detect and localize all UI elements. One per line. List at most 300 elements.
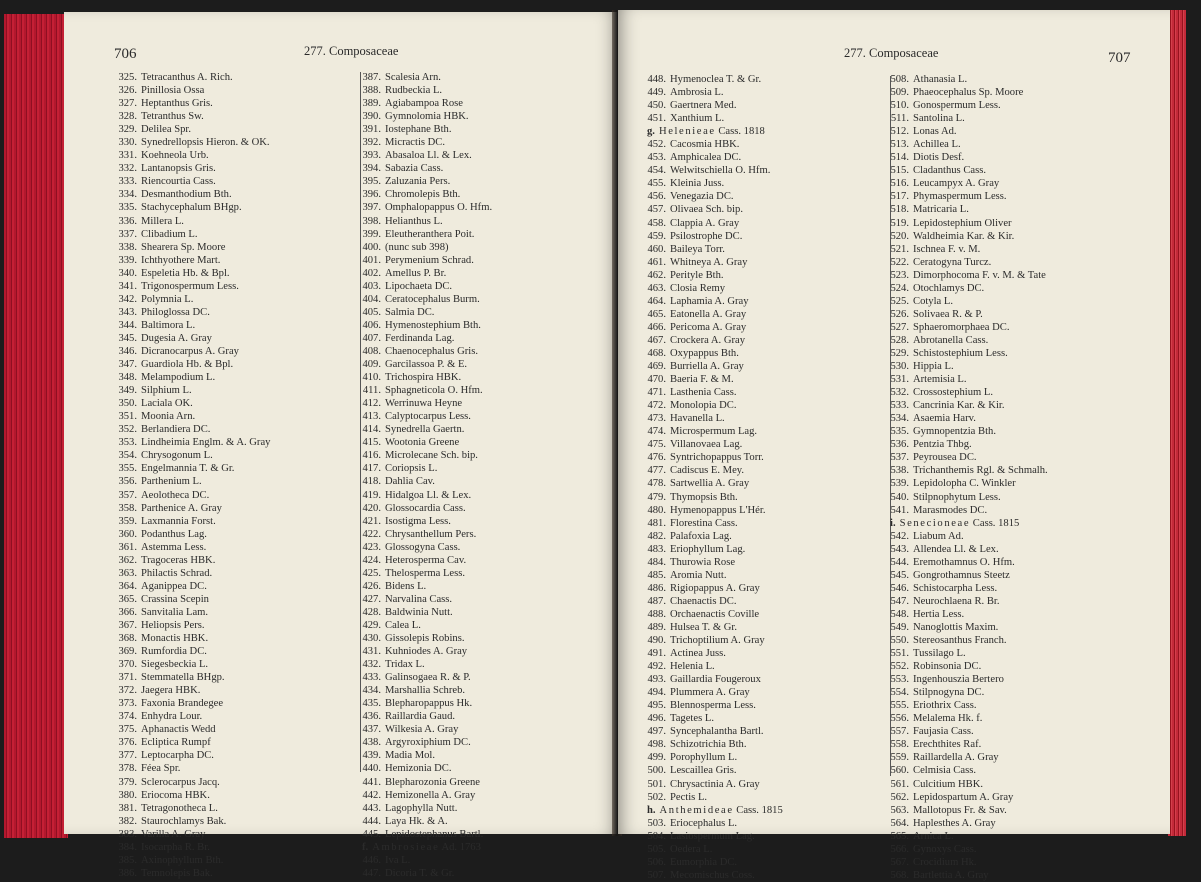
genus-number: 424. [362,554,381,566]
genus-number: 378. [118,763,137,775]
genus-number: 338. [118,241,137,253]
genus-number: 557. [890,726,909,738]
genus-number: 387. [362,72,381,83]
genus-name: Heliopsis Pers. [141,619,205,631]
genus-name: Laphamia A. Gray [670,295,749,307]
genus-entry [641,177,783,190]
genus-entry [884,164,1048,177]
genus-entry [356,475,492,488]
genus-name: Jaegera HBK. [141,685,201,697]
genus-number: 491. [647,648,666,660]
genus-name: Hidalgoa Ll. & Lex. [385,489,472,501]
genus-entry [884,569,1048,582]
tribe-authority: Cass. 1815 [972,517,1020,529]
genus-name: Synedrellopsis Hieron. & OK. [141,137,270,149]
genus-number: 392. [362,137,381,149]
right-page [618,10,1170,881]
genus-entry [112,475,270,488]
genus-entry [356,723,492,736]
genus-entry [641,230,783,243]
genus-number: 477. [647,465,666,477]
genus-entry [641,569,783,582]
genus-number: 365. [118,593,137,605]
genus-entry [356,606,492,619]
section-heading [641,804,783,817]
genus-name: Asaemia Harv. [913,413,976,425]
genus-name: Tetracanthus A. Rich. [141,72,233,83]
genus-entry [884,856,1048,869]
genus-entry [641,621,783,634]
genus-name: Cancrinia Kar. & Kir. [913,400,1005,412]
genus-name: Blepharopappus Hk. [385,698,473,710]
genus-name: Tussilago L. [913,648,966,660]
genus-number: 402. [362,267,381,279]
genus-number: 354. [118,450,137,462]
genus-number: 543. [890,543,909,555]
genus-name: Scalesia Arn. [385,72,441,83]
genus-name: Polymnia L. [141,293,194,305]
running-head: 277. Composaceae [304,44,399,58]
genus-name: Isocarpha R. Br. [141,841,210,853]
genus-number: 431. [362,646,381,658]
genus-name: Aphanactis Wedd [141,724,216,736]
genus-entry [112,710,270,723]
genus-entry [884,86,1048,99]
genus-name: Pericoma A. Gray [670,321,747,333]
genus-entry [112,841,270,854]
genus-name: Santolina L. [913,113,965,125]
genus-number: 353. [118,437,137,449]
genus-name: Garcilassoa P. & E. [385,359,468,371]
genus-number: 340. [118,267,137,279]
genus-entry [641,738,783,751]
genus-name: Desmanthodium Bth. [141,189,232,201]
genus-number: 417. [362,463,381,475]
genus-number: 535. [890,426,909,438]
genus-name: Eriothrix Cass. [913,700,977,712]
genus-number: 400. [362,241,381,253]
genus-name: Faujasia Cass. [913,726,974,738]
genus-entry [112,684,270,697]
genus-name: Dicoria T. & Gr. [385,867,455,879]
genus-entry [641,269,783,282]
genus-number: 458. [647,217,666,229]
genus-number: 492. [647,661,666,673]
genus-name: Sphagneticola O. Hfm. [385,385,483,397]
genus-number: 375. [118,724,137,736]
genus-name: Pentzia Thbg. [913,439,972,451]
genus-entry [112,410,270,423]
genus-entry [112,593,270,606]
genus-name: Crockera A. Gray [670,334,746,346]
genus-name: Celmisia Cass. [913,765,976,777]
section-letter: h. [647,804,656,816]
genus-number: 555. [890,700,909,712]
genus-entry [641,856,783,869]
genus-number: 471. [647,387,666,399]
genus-number: 494. [647,687,666,699]
genus-name: Hymenopappus L'Hér. [670,504,766,516]
genus-name: Syntrichopappus Torr. [670,452,764,464]
genus-entry [884,425,1048,438]
genus-entry [884,334,1048,347]
genus-number: 453. [647,152,666,164]
genus-number: 538. [890,465,909,477]
genus-entry [112,345,270,358]
genus-name: Eriocephalus L. [670,817,738,829]
genus-number: 454. [647,165,666,177]
genus-name: Syncephalantha Bartl. [670,726,764,738]
genus-name: Whitneya A. Gray [670,256,748,268]
genus-number: 533. [890,400,909,412]
genus-entry [112,397,270,410]
genus-entry [112,528,270,541]
genus-name: Raillardella A. Gray [913,752,999,764]
genus-entry [112,515,270,528]
genus-name: Baeria F. & M. [670,374,734,386]
genus-number: 481. [647,517,666,529]
genus-name: Ferdinanda Lag. [385,332,455,344]
genus-number: 459. [647,230,666,242]
genus-name: Salmia DC. [385,306,435,318]
genus-number: 528. [890,334,909,346]
genus-name: Lasiospermum Lag. [670,830,755,842]
genus-number: 440. [362,763,381,775]
genus-name: Otochlamys DC. [913,282,985,294]
genus-number: 448. [647,74,666,85]
genus-number: 511. [890,113,909,125]
genus-number: 527. [890,321,909,333]
genus-entry [884,817,1048,830]
genus-entry [884,373,1048,386]
genus-number: 325. [118,72,137,83]
genus-name: Moonia Arn. [141,411,196,423]
genus-entry [356,710,492,723]
genus-number: 404. [362,293,381,305]
genus-number: 412. [362,398,381,410]
genus-entry [356,462,492,475]
genus-number: 419. [362,489,381,501]
genus-number: 352. [118,424,137,436]
genus-name: Sphaeromorphaea DC. [913,321,1010,333]
genus-number: 504. [647,830,666,842]
genus-number: 547. [890,595,909,607]
genus-entry [641,699,783,712]
genus-number: 442. [362,789,381,801]
genus-name: Schistocarpha Less. [913,582,998,594]
genus-number: 356. [118,476,137,488]
genus-entry [884,256,1048,269]
genus-name: Wilkesia A. Gray [385,724,459,736]
genus-number: 360. [118,528,137,540]
genus-entry [356,319,492,332]
genus-entry [356,371,492,384]
genus-number: 332. [118,163,137,175]
genus-entry [356,567,492,580]
genus-entry [356,267,492,280]
genus-name: Hertia Less. [913,608,965,620]
genus-name: Plummera A. Gray [670,687,750,699]
genus-name: Guardiola Hb. & Bpl. [141,359,234,371]
genus-entry [641,778,783,791]
genus-entry [112,462,270,475]
genus-entry [112,384,270,397]
genus-entry [112,371,270,384]
tribe-authority: Cass. 1818 [718,126,765,138]
genus-entry [641,843,783,856]
genus-number: 416. [362,450,381,462]
genus-number: 381. [118,802,137,814]
genus-entry [356,97,492,110]
genus-number: 520. [890,230,909,242]
genus-number: 516. [890,178,909,190]
genus-name: Lepidolopha C. Winkler [913,478,1016,490]
page-number: 707 [1108,50,1131,66]
genus-name: Baltimora L. [141,319,196,331]
genus-number: 565. [890,830,909,842]
genus-number: 380. [118,789,137,801]
genus-name: (nunc sub 398) [385,241,449,253]
genus-entry [641,764,783,777]
genus-entry [112,645,270,658]
genus-name: Micractis DC. [385,137,446,149]
genus-name: Temnolepis Bak. [141,867,213,879]
genus-entry [641,386,783,399]
genus-entry [884,764,1048,777]
genus-entry [641,451,783,464]
genus-number: 461. [647,256,666,268]
genus-number: 395. [362,176,381,188]
genus-name: Oedera L. [670,843,713,855]
genus-number: 377. [118,750,137,762]
genus-number: 333. [118,176,137,188]
genus-name: Helenia L. [670,661,715,673]
genus-number: 427. [362,593,381,605]
genus-name: Blepharozonia Greene [385,776,481,788]
genus-name: Cadiscus E. Mey. [670,465,745,477]
tribe-authority: Ad. 1763 [441,841,481,853]
genus-entry [112,567,270,580]
genus-entry [884,203,1048,216]
genus-entry [356,201,492,214]
genus-name: Eleutheranthera Poit. [385,228,475,240]
tribe-name: Helenieae [658,126,716,138]
section-heading [641,125,783,138]
section-heading [356,841,492,854]
genus-name: Iva L. [385,854,411,866]
genus-entry [112,215,270,228]
genus-entry [884,843,1048,856]
genus-entry [641,608,783,621]
genus-number: 383. [118,828,137,840]
genus-entry [884,699,1048,712]
genus-number: 351. [118,411,137,423]
genus-entry [112,606,270,619]
genus-number: 564. [890,817,909,829]
genus-name: Ceratogyna Turcz. [913,256,992,268]
genus-number: 366. [118,606,137,618]
genus-number: 502. [647,791,666,803]
genus-name: Microlecane Sch. bip. [385,450,478,462]
tribe-name: Ambrosieae [372,841,440,853]
genus-name: Gissolepis Robins. [385,633,465,645]
genus-entry [112,815,270,828]
genus-name: Neurochlaena R. Br. [913,595,1000,607]
genus-entry [112,110,270,123]
genus-number: 523. [890,269,909,281]
genus-entry [356,789,492,802]
genus-name: Achillea L. [913,139,961,151]
genus-name: Culcitium HBK. [913,778,984,790]
genus-name: Riencourtia Cass. [141,176,216,188]
genus-name: Ichthyothere Mart. [141,254,221,266]
genus-entry [884,360,1048,373]
genus-number: 423. [362,541,381,553]
genus-entry [884,712,1048,725]
genus-name: Arnica L. [913,830,954,842]
genus-number: 418. [362,476,381,488]
genus-name: Tetranthus Sw. [141,111,204,123]
genus-entry [112,723,270,736]
genus-number: 518. [890,204,909,216]
genus-number: 373. [118,698,137,710]
genus-number: 498. [647,739,666,751]
genus-entry [884,660,1048,673]
genus-entry [884,451,1048,464]
genus-number: 328. [118,111,137,123]
genus-entry [112,762,270,775]
genus-name: Tridax L. [385,659,425,671]
genus-name: Leucampyx A. Gray [913,178,1000,190]
genus-name: Abrotanella Cass. [913,334,989,346]
genus-number: 540. [890,491,909,503]
genus-number: 556. [890,713,909,725]
genus-entry [641,791,783,804]
genus-entry [884,190,1048,203]
genus-entry [641,321,783,334]
genus-name: Isostigma Less. [385,515,451,527]
genus-number: 393. [362,150,381,162]
genus-entry [112,280,270,293]
genus-number: 469. [647,361,666,373]
genus-name: Lepidospartum A. Gray [913,791,1014,803]
genus-entry [112,241,270,254]
genus-entry [641,634,783,647]
section-letter: i. [890,517,896,529]
genus-number: 384. [118,841,137,853]
genus-entry [884,634,1048,647]
genus-name: Baileya Torr. [670,243,725,255]
genus-name: Lipochaeta DC. [385,280,453,292]
genus-entry [884,804,1048,817]
genus-entry [884,73,1048,86]
genus-entry [884,464,1048,477]
genus-entry [112,84,270,97]
genus-entry [884,138,1048,151]
genus-number: 390. [362,111,381,123]
genus-entry [356,397,492,410]
genus-name: Hemizonia DC. [385,763,452,775]
genus-entry [641,477,783,490]
genus-number: 479. [647,491,666,503]
tribe-name: Anthemideae [659,804,734,816]
genus-name: Florestina Cass. [670,517,738,529]
genus-name: Lasthenia Cass. [670,387,737,399]
genus-number: 460. [647,243,666,255]
genus-name: Hymenoclea T. & Gr. [670,74,762,85]
genus-number: 364. [118,580,137,592]
genus-entry [884,543,1048,556]
genus-entry [641,660,783,673]
genus-number: 444. [362,815,381,827]
genus-entry [356,332,492,345]
genus-name: Melampodium L. [141,372,216,384]
genus-name: Parthenium L. [141,476,202,488]
genus-number: 408. [362,345,381,357]
genus-entry [356,293,492,306]
genus-number: 432. [362,659,381,671]
genus-name: Philoglossa DC. [141,306,210,318]
genus-number: 541. [890,504,909,516]
genus-number: 420. [362,502,381,514]
genus-name: Actinea Juss. [670,648,726,660]
entry-column [641,73,783,882]
genus-entry [356,697,492,710]
genus-entry [884,99,1048,112]
genus-name: Coriopsis L. [385,463,438,475]
genus-entry [112,71,270,84]
genus-number: 435. [362,698,381,710]
genus-entry [112,254,270,267]
genus-entry [356,776,492,789]
genus-name: Espeletia Hb. & Bpl. [141,267,230,279]
genus-name: Sanvitalia Lam. [141,606,209,618]
genus-name: Burriella A. Gray [670,361,744,373]
genus-entry [112,423,270,436]
genus-entry [356,358,492,371]
genus-number: 525. [890,295,909,307]
genus-number: 329. [118,124,137,136]
genus-name: Kleinia Juss. [670,178,725,190]
genus-entry [356,854,492,867]
genus-name: Mecomischus Coss. [670,869,755,881]
genus-entry [112,736,270,749]
genus-number: 357. [118,489,137,501]
genus-name: Iostephane Bth. [385,124,452,136]
genus-entry [641,817,783,830]
genus-entry [356,306,492,319]
genus-number: 546. [890,582,909,594]
genus-number: 386. [118,867,137,879]
genus-name: Laciala OK. [141,398,193,410]
genus-entry [641,138,783,151]
genus-number: 348. [118,372,137,384]
genus-name: Glossocardia Cass. [385,502,466,514]
genus-entry [112,776,270,789]
genus-entry [356,149,492,162]
genus-entry [884,412,1048,425]
genus-number: 388. [362,85,381,97]
genus-name: Stilpnogyna DC. [913,687,985,699]
genus-entry [112,619,270,632]
genus-number: 385. [118,854,137,866]
genus-name: Raillardia Gaud. [385,711,456,723]
genus-number: 406. [362,319,381,331]
genus-entry [112,306,270,319]
genus-number: 445. [362,828,381,840]
genus-number: 361. [118,541,137,553]
genus-name: Lagophylla Nutt. [385,802,458,814]
